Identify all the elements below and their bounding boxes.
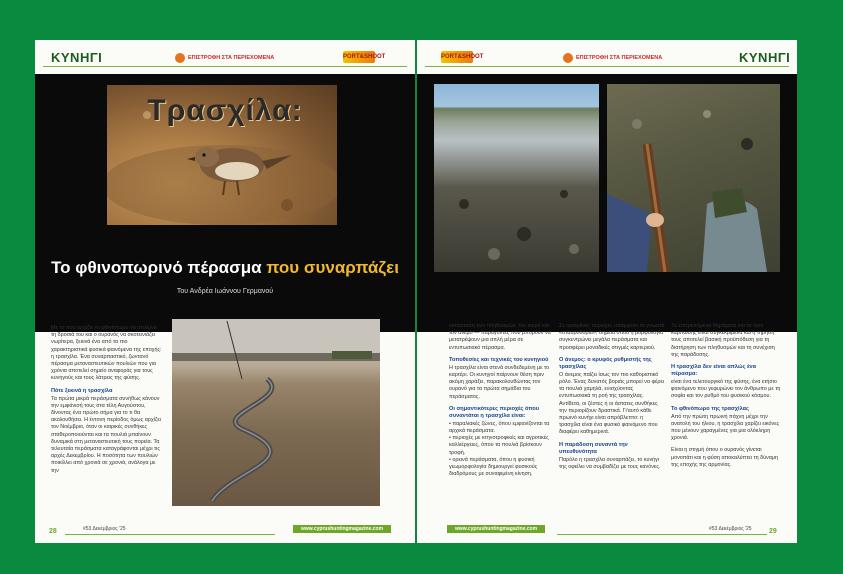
right-column-3 [671,323,781,474]
hunter-shotgun-photo [607,84,780,272]
heading-techniques: Τοποθεσίες και τεχνικές του κυνηγιού [449,356,549,363]
heading-tradition: Η παράδοση συναντά την υπευθυνότητα [559,441,628,455]
magazine-url-link[interactable]: www.cyprushuntingmagazine.com [293,525,391,533]
more-paragraph: είναι ένα τελετουργικό της φύσης, ένα ετήσιο φαινόμενο που γεφυρώνει τον άνθρωπο με τη σοφία και τον ρυθμό του φυσικού κόσμου. [671,379,781,400]
areas-item-3: • ορεινά περάσματα, όπου η φυσική γεωμορφολογία δημιουργεί φυσικούς διαδρόμους με συναφιμένη κίνηση. [449,456,538,478]
section-tag: ΚΥΝΗΓΙ [739,50,791,65]
subtitle-part-1: Το φθινοπωρινό πέρασμα [51,258,267,277]
back-arrow-icon [563,53,573,63]
return-link-label: ΕΠΙΣΤΡΟΦΗ ΣΤΑ ΠΕΡΙΕΧΟΜΕΝΑ [188,55,275,61]
return-link-label: ΕΠΙΣΤΡΟΦΗ ΣΤΑ ΠΕΡΙΕΧΟΜΕΝΑ [576,55,663,61]
areas-item-1: • παραλιακές ζώνες, όπου εμφανίζονται τα αρχικά περάσματα. [449,420,550,435]
page-number: 29 [769,528,777,535]
article-title: Τρασχίλα: [147,94,303,127]
port-shoot-logo: PORT&SHOOT [441,51,473,63]
heading-when: Πότε ξεκινά η τρασχίλα [51,387,113,394]
hero-banner [35,74,415,332]
return-to-contents-link[interactable] [175,53,274,63]
techniques-paragraph: Η τρασχίλα είναι στενά συνδεδεμένη με το καρτέρι. Οι κυνηγοί παίρνουν θέση πριν ακόμη χαράξει, παρακολουθώντας τον ουρανό για τα πρώτα σημάδια του περάσματος. [449,364,550,400]
article-subtitle [35,258,415,278]
right-page [417,40,797,543]
left-header [35,40,415,70]
left-page [35,40,415,543]
return-to-contents-link[interactable] [563,53,662,63]
left-text-column [51,325,163,480]
footer-divider [557,534,767,535]
when-paragraph: Τα πρώτα μικρά περάσματα συνήθως κάνουν την εμφάνισή τους στα τέλη Αυγούστου, δίνοντας ένα πρώτο σήμα για το τι θα ακολουθήσει. Η έντονη περίοδος όμως αρχίζει τον Νοέμβριο, όταν οι καιρικές συνθήκες σταθεροποιούνται και τα πουλιά μπαίνουν δυναμικά στη μεταναστευτική τους πορεία. Τα τελευταία περάσματα καταγράφονται μέχρι τις αρχές Δεκεμβρίου. Η ποσότητα των πουλιών ποικίλλει από χρονιά σε χρονιά, ανάλογα με την [51,395,161,474]
right-header [417,40,797,70]
heading-wind: Ο άνεμος: ο κρυφός ρυθμιστής της τρασχίλας [559,356,652,370]
issue-label: #53 Δεκέμβριος '25 [709,526,752,532]
photo-band [417,74,797,332]
col2-paragraph: Σε ορισμένες περιοχές υπάρχουν τα γνωστά «σταυροδόρια», σημεία όπου η μορφολογία συγκεντρώνει μεγάλα περάσματα και προσφέρει μοναδικές στιγμές καρτεριού. [559,323,665,351]
footer-divider [65,534,275,535]
heading-more: Η τρασχίλα δεν είναι απλώς ένα πέρασμα: [671,364,757,378]
ending-paragraph: Είναι η στιγμή όπου ο ουρανός γίνεται μονοπάτι και η φύση αποκαλύπτει τη δύναμη της εποχής της αρμονίας. [671,447,778,468]
col3-paragraph: Τα επιτρεπόμενα θηράματα και τα όρια κάρπωσης είναι συγκεκριμένα και η τήρησή τους αποτελεί βασική προϋπόθεση για τη διατήρηση των πληθυσμών και τη συνέχιση της παράδοσης. [671,323,775,358]
page-number: 28 [49,528,57,535]
areas-item-2: • περιοχές με κτηνοτροφικές και αγροτικές καλλιέργειες, όπου τα πουλιά βρίσκουν τροφή. [449,435,549,456]
author-byline: Του Ανδρέα Ιωάννου Γερμανού [176,288,274,295]
header-divider [425,66,789,67]
wind-paragraph: Ο άνεμος παίζει ίσως τον πιο καθοριστικό ρόλο. Ένας δυνατός βοριάς μπορεί να φέρει τα πουλιά χαμηλά, ενισχύοντας εντυπωσιακά τη ροή της τρασχίλας. Αντίθετα, οι ζέστες ή οι άστατες συνθήκες την περιορίζουν δραστικά. Γι'αυτό κάθε πρωινό κυνήγι είναι απρόβλεπτο: η τρασχίλα είναι ένα φυσικό φαινόμενο που διαφέρει καθημερινά. [559,371,665,436]
right-column-2 [559,323,665,476]
section-tag: ΚΥΝΗΓΙ [51,50,103,65]
subtitle-part-2: που συναρπάζει [266,258,399,277]
heading-autumn: Το φθινόπωρο της τρασχίλας [671,405,749,412]
intro-paragraph: Με το που αρχίζει το φθινόπωρο να απλώνει τη δροσιά του και ο ουρανός να σκοτεινιάζει νωρίτερα, ξεκινά ένα από τα πιο χαρακτηριστικά φυσικά φαινόμενα της εποχής: η τρασχίλα. Ένα συναρπαστικό, ζωντανό πέρασμα μεταναστευτικών πουλιών που για χρόνια αποτελεί σημείο αναφοράς για τους κυνηγούς και τους λάτρεις της φύσης. [51,325,162,382]
plowed-field-photo [434,84,599,272]
back-arrow-icon [175,53,185,63]
right-column-1 [449,323,553,478]
field-irrigation-photo [172,319,380,506]
issue-label: #53 Δεκέμβριος '25 [83,526,126,532]
autumn-paragraph: Από την πρώτη πρωινή πάχνη μέχρι την ανατολή του ήλιου, η τρασχίλα χαρίζει εικόνες που μένουν χαραγμένες για μια ολόκληρη χρονιά. [671,413,780,442]
heading-areas: Οι σημαντικότερες περιοχές όπου συναντάται η τρασχίλα είναι: [449,405,540,419]
col1-paragraph: κατάσταση των πληθυσμών, τον καιρό και τον άνεμο — παράγοντες που μπορούν να μετατρέψουν μια απλή μέρα σε εντυπωσιακό πέρασμα. [449,323,551,351]
header-divider [43,66,407,67]
tradition-paragraph: Παρόλο η τρασχίλα συναρπάζει, το κυνήγι της οφείλει να συμβαδίζει με τους κανόνες. [559,456,661,470]
port-shoot-logo: PORT&SHOOT [343,51,375,63]
magazine-url-link[interactable]: www.cyprushuntingmagazine.com [447,525,545,533]
